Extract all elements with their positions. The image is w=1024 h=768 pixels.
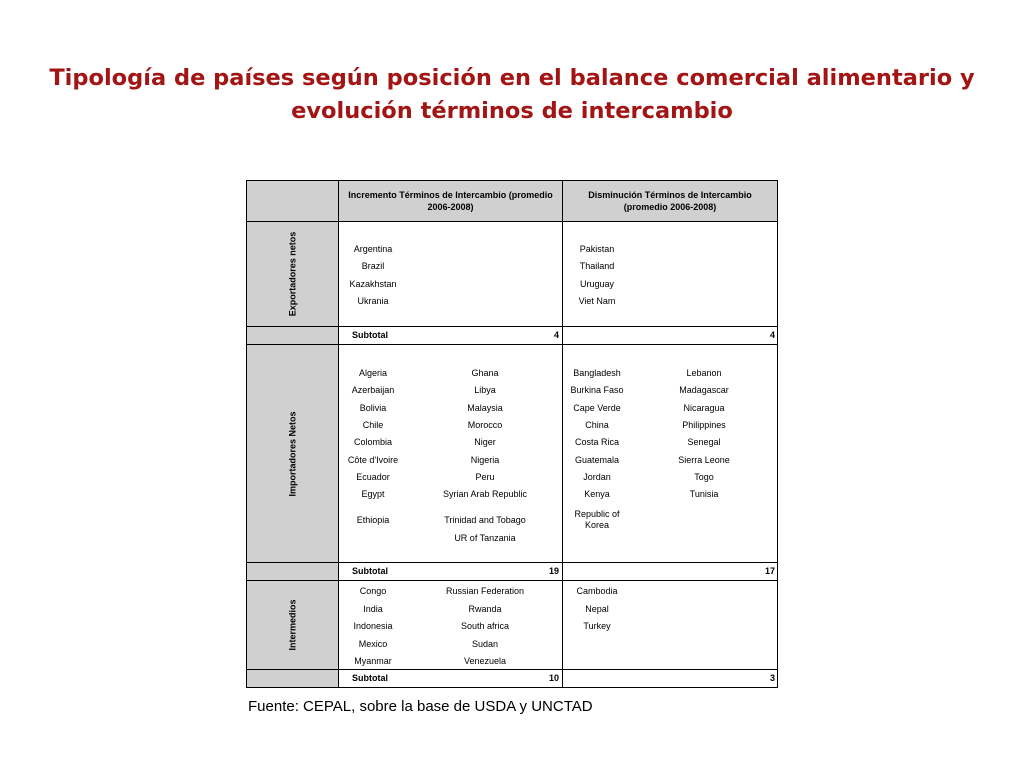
country-name: Russian Federation: [445, 586, 525, 596]
country-name: South africa: [460, 621, 510, 631]
country-name: Argentina: [353, 244, 393, 254]
typology-table: [246, 180, 778, 688]
subtotal-increase-value: 19: [548, 566, 559, 576]
column-divider: [562, 221, 563, 688]
country-name: Nepal: [585, 603, 609, 614]
subtotal-increase-value: 4: [553, 330, 559, 340]
country-name: China: [585, 419, 609, 430]
section-label-importadores: [246, 344, 339, 563]
header-corner-cell: [246, 180, 339, 222]
country-name: Jordan: [583, 471, 611, 482]
subtotal-gray-cell: [246, 669, 339, 688]
section-label-intermedios: [246, 580, 339, 670]
country-name: Lebanon: [686, 368, 722, 378]
section-label-exportadores: [246, 221, 339, 327]
country-name: Myanmar: [354, 656, 392, 666]
page-title: Tipología de países según posición en el balance comercial alimentario y evolución términos de intercambio: [49, 65, 975, 124]
subtotal-decrease-value: 17: [764, 566, 775, 576]
country-name: Morocco: [467, 419, 503, 430]
country-name: Kenya: [584, 489, 610, 500]
header-decrease: Disminución Términos de Intercambio (promedio 2006-2008): [562, 180, 778, 222]
header-increase: Incremento Términos de Intercambio (promedio 2006-2008): [338, 180, 563, 222]
country-name: Bolivia: [359, 402, 387, 413]
source-note: Fuente: CEPAL, sobre la base de USDA y UNCTAD: [248, 698, 593, 715]
country-name: Colombia: [353, 437, 393, 448]
subtotal-label: Subtotal: [352, 330, 388, 340]
country-name: Trinidad and Tobago: [444, 515, 526, 526]
country-name: Côte d'Ivoire: [347, 454, 399, 465]
section-body-intermedios: [338, 580, 778, 670]
country-name: Sudan: [471, 638, 499, 649]
country-name: Venezuela: [463, 656, 507, 666]
country-name: Congo: [359, 586, 387, 596]
subtotal-decrease-value: 4: [769, 330, 775, 340]
country-name: Brazil: [361, 261, 385, 272]
country-name: Ukrania: [357, 295, 389, 306]
country-name: Costa Rica: [574, 437, 620, 448]
section-label-text: Intermedios: [287, 599, 298, 651]
country-name: Ethiopia: [356, 515, 390, 526]
country-name: UR of Tanzania: [454, 532, 516, 543]
country-name: Azerbaijan: [351, 385, 395, 396]
country-name: Republic of Korea: [574, 509, 620, 531]
subtotal-label: Subtotal: [352, 673, 388, 683]
country-name: Rwanda: [468, 603, 502, 614]
country-name: Nigeria: [470, 454, 500, 465]
subtotal-decrease-value: 3: [769, 673, 775, 683]
country-name: Uruguay: [579, 278, 615, 289]
country-name: Sierra Leone: [678, 454, 730, 465]
country-name: Pakistan: [579, 244, 615, 254]
country-name: Togo: [694, 471, 714, 482]
country-name: Syrian Arab Republic: [442, 489, 528, 500]
country-name: Cape Verde: [573, 402, 621, 413]
subtotal-increase-value: 10: [548, 673, 559, 683]
country-name: Burkina Faso: [570, 385, 624, 396]
subtotal-gray-cell: [246, 326, 339, 345]
country-name: Madagascar: [679, 385, 729, 396]
country-name: Niger: [474, 437, 496, 448]
country-name: Kazakhstan: [349, 278, 397, 289]
country-name: Indonesia: [353, 621, 393, 631]
country-name: India: [363, 603, 383, 614]
country-name: Peru: [475, 471, 495, 482]
country-name: Mexico: [358, 638, 388, 649]
country-name: Guatemala: [574, 454, 620, 465]
country-name: Thailand: [579, 261, 615, 272]
country-name: Nicaragua: [683, 402, 725, 413]
country-name: Cambodia: [576, 586, 618, 596]
section-body-exportadores: [338, 221, 778, 327]
country-name: Ghana: [471, 368, 499, 378]
country-name: Tunisia: [689, 489, 719, 500]
country-name: Chile: [362, 419, 384, 430]
country-name: Egypt: [361, 489, 385, 500]
country-name: Senegal: [687, 437, 721, 448]
section-label-text: Importadores Netos: [287, 410, 298, 497]
country-name: Libya: [474, 385, 496, 396]
subtotal-gray-cell: [246, 562, 339, 581]
country-name: Bangladesh: [573, 368, 621, 378]
country-name: Viet Nam: [578, 295, 616, 306]
subtotal-label: Subtotal: [352, 566, 388, 576]
section-label-text: Exportadores netos: [287, 231, 298, 317]
country-name: Turkey: [583, 621, 611, 631]
country-name: Algeria: [358, 368, 388, 378]
country-name: Ecuador: [356, 471, 390, 482]
country-name: Philippines: [682, 419, 726, 430]
country-name: Malaysia: [467, 402, 503, 413]
